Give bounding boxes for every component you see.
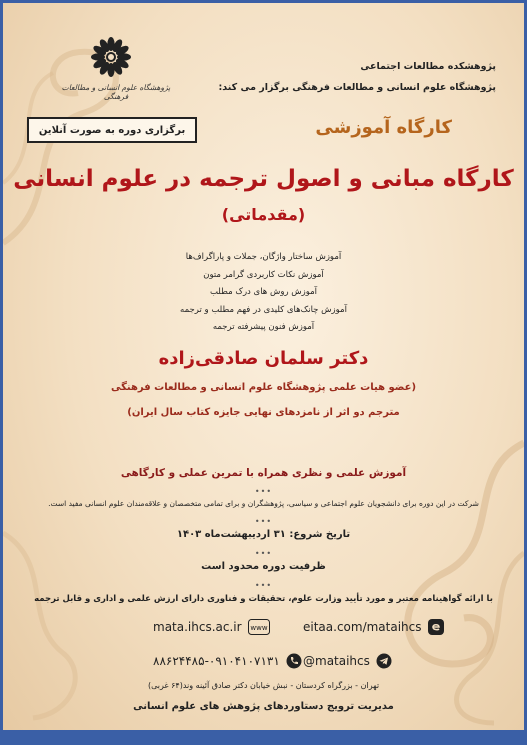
website-contact[interactable] [153, 619, 270, 635]
organizer-line-1: پژوهشکده مطالعات اجتماعی [360, 61, 496, 72]
instructor-affiliation: (عضو هیات علمی پژوهشگاه علوم انسانی و مطالعات فرهنگی [110, 382, 417, 393]
topic-list [3, 249, 524, 337]
eitaa-icon [428, 619, 444, 635]
globe-icon [248, 619, 270, 635]
workshop-label: کارگاه آموزشی [315, 117, 452, 138]
topic-item: آموزش ساختار واژگان، جملات و پاراگراف‌ها [185, 252, 342, 262]
topic-item: آموزش فنون پیشرفته ترجمه [212, 322, 315, 332]
poster-subtitle: (مقدماتی) [221, 205, 306, 224]
separator-dots: ••• [254, 517, 273, 526]
separator-dots: ••• [254, 487, 273, 496]
organizer-line-2: پژوهشگاه علوم انسانی و مطالعات فرهنگی برگزار می کند: [218, 82, 496, 93]
eitaa-contact[interactable] [303, 619, 444, 635]
course-type: آموزش علمی و نظری همراه با تمرین عملی و کارگاهی [120, 467, 407, 479]
website-url[interactable]: mata.ihcs.ac.ir [153, 620, 242, 634]
participants-note: شرکت در این دوره برای دانشجویان علوم اجتماعی و سیاسی، پژوهشگران و برای تمامی متخصصان و علاقه‌مندان علوم انسانی مفید است. [48, 499, 479, 508]
phone-contact[interactable] [153, 653, 302, 669]
certificate-note: با ارائه گواهینامه معتبر و مورد تأیید وزارت علوم، تحقیقات و فناوری دارای ارزش علمی و اداری و قابل ترجمه [34, 594, 493, 604]
topic-item: آموزش روش های درک مطلب [209, 287, 318, 297]
telegram-handle[interactable]: @mataihcs [303, 654, 370, 668]
separator-dots: ••• [254, 549, 273, 558]
start-date: تاریخ شروع: ۳۱ اردیبهشت‌ماه ۱۴۰۳ [176, 529, 351, 540]
topic-item: آموزش نکات کاربردی گرامر متون [203, 269, 324, 280]
address: تهران - بزرگراه کردستان - نبش خیابان دکتر صادق آئینه وند(۶۴ غربی) [147, 681, 380, 690]
footer-department: مدیریت ترویج دستاوردهای پژوهش های علوم انسانی [133, 701, 394, 712]
instructor-name: دکتر سلمان صادقی‌زاده [158, 348, 369, 369]
telegram-contact[interactable] [303, 653, 392, 669]
logo-emblem [89, 35, 133, 79]
telegram-icon [376, 653, 392, 669]
separator-dots: ••• [254, 581, 273, 590]
phone-numbers[interactable]: ۸۸۶۲۴۴۸۵-۰۹۱۰۴۱۰۷۱۳۱ [153, 654, 280, 668]
instructor-translator-note: مترجم دو اثر از نامزدهای نهایی جایزه کتاب سال ایران) [127, 407, 400, 418]
topic-item: آموزش چانک‌های کلیدی در فهم مطلب و ترجمه [180, 304, 347, 315]
logo-caption: پژوهشگاه علوم انسانی و مطالعات فرهنگی [61, 83, 171, 101]
capacity-note: ظرفیت دوره محدود است [201, 561, 326, 572]
poster-title: کارگاه مبانی و اصول ترجمه در علوم انسانی [13, 166, 514, 192]
svg-text:www: www [249, 624, 268, 632]
eitaa-url[interactable]: eitaa.com/mataihcs [303, 620, 422, 634]
phone-icon [286, 653, 302, 669]
bottom-frame-bar [3, 730, 524, 742]
online-course-badge: برگزاری دوره به صورت آنلاین [27, 117, 197, 143]
